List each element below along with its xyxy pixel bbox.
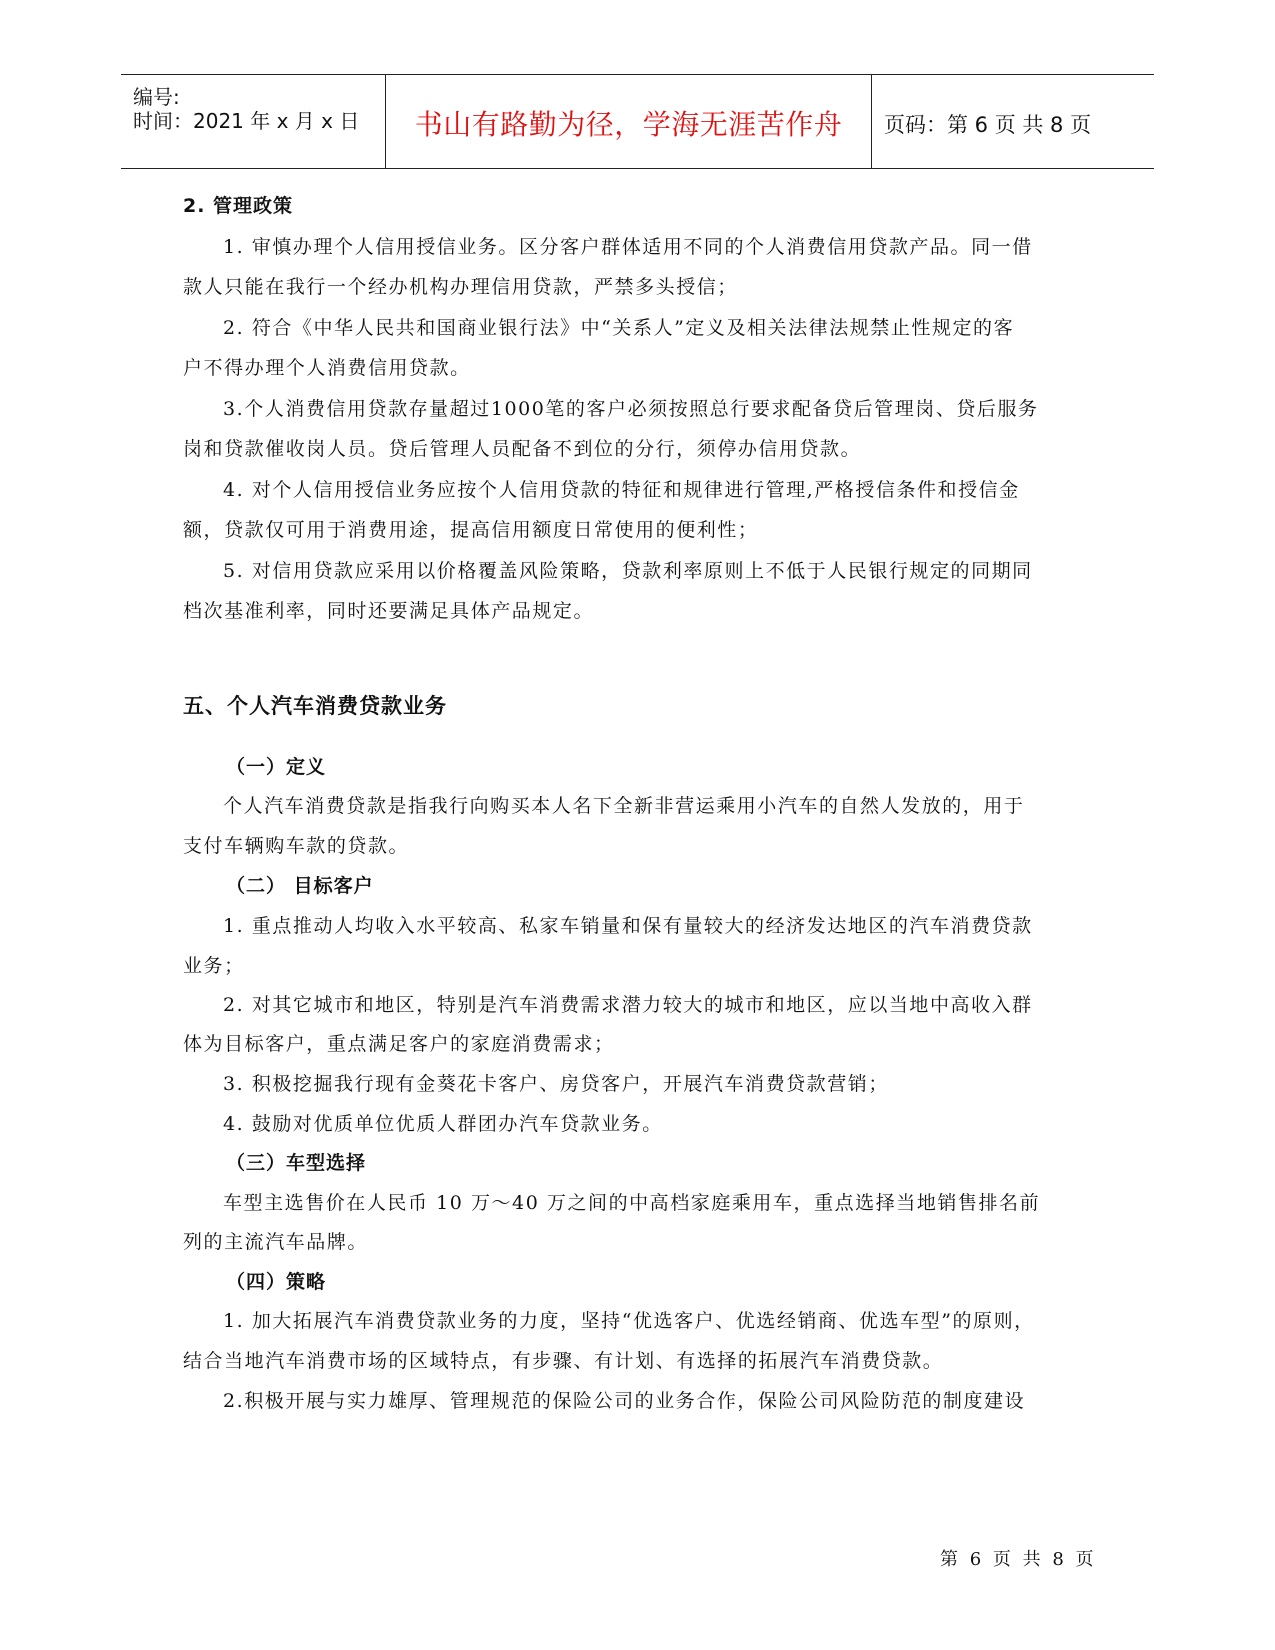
section-heading: 2. 管理政策 <box>183 195 294 217</box>
subsection-heading: （二） 目标客户 <box>226 875 374 897</box>
paragraph-line: 款人只能在我行一个经办机构办理信用贷款，严禁多头授信； <box>183 276 738 298</box>
paragraph-line: 1. 重点推动人均收入水平较高、私家车销量和保有量较大的经济发达地区的汽车消费贷款 <box>223 915 1033 937</box>
subsection-heading: （三）车型选择 <box>226 1152 367 1174</box>
paragraph-line: 1. 加大拓展汽车消费贷款业务的力度，坚持“优选客户、优选经销商、优选车型”的原则， <box>223 1310 1035 1332</box>
paragraph-line: 结合当地汽车消费市场的区域特点，有步骤、有计划、有选择的拓展汽车消费贷款。 <box>183 1350 944 1372</box>
paragraph-line: 岗和贷款催收岗人员。贷后管理人员配备不到位的分行，须停办信用贷款。 <box>183 438 862 460</box>
chapter-heading: 五、个人汽车消费贷款业务 <box>183 694 447 718</box>
paragraph-line: 支付车辆购车款的贷款。 <box>183 835 410 857</box>
paragraph-line: 5. 对信用贷款应采用以价格覆盖风险策略，贷款利率原则上不低于人民银行规定的同期同 <box>223 560 1033 582</box>
header-page-cell <box>872 75 1154 168</box>
page-footer-number: 第 6 页 共 8 页 <box>940 1549 1097 1570</box>
header-motto: 书山有路勤为径，学海无涯苦作舟 <box>414 108 843 141</box>
paragraph-line: 列的主流汽车品牌。 <box>183 1231 368 1253</box>
paragraph-line: 户不得办理个人消费信用贷款。 <box>183 357 471 379</box>
paragraph-line: 个人汽车消费贷款是指我行向购买本人名下全新非营运乘用小汽车的自然人发放的，用于 <box>223 795 1025 817</box>
paragraph-line: 2.积极开展与实力雄厚、管理规范的保险公司的业务合作，保险公司风险防范的制度建设 <box>223 1390 1026 1412</box>
paragraph-line: 车型主选售价在人民币 10 万～40 万之间的中高档家庭乘用车，重点选择当地销售排名前 <box>223 1192 1041 1214</box>
paragraph-line: 4. 鼓励对优质单位优质人群团办汽车贷款业务。 <box>223 1113 663 1135</box>
paragraph-line: 体为目标客户，重点满足客户的家庭消费需求； <box>183 1033 615 1055</box>
paragraph-line: 业务； <box>183 955 245 977</box>
header-page-number: 页码：第 6 页 共 8 页 <box>884 113 1092 137</box>
paragraph-line: 3.个人消费信用贷款存量超过1000笔的客户必须按照总行要求配备贷后管理岗、贷后服务 <box>223 398 1039 420</box>
paragraph-line: 2. 对其它城市和地区，特别是汽车消费需求潜力较大的城市和地区，应以当地中高收入群 <box>223 994 1033 1016</box>
paragraph-line: 2. 符合《中华人民共和国商业银行法》中“关系人”定义及相关法律法规禁止性规定的客 <box>223 317 1015 339</box>
document-time-label: 时间：2021 年 x 月 x 日 <box>133 109 360 133</box>
paragraph-line: 4. 对个人信用授信业务应按个人信用贷款的特征和规律进行管理,严格授信条件和授信金 <box>223 479 1020 501</box>
paragraph-line: 额，贷款仅可用于消费用途，提高信用额度日常使用的便利性； <box>183 519 759 541</box>
paragraph-line: 3. 积极挖掘我行现有金葵花卡客户、房贷客户，开展汽车消费贷款营销； <box>223 1073 889 1095</box>
subsection-heading: （一）定义 <box>226 756 327 778</box>
header-meta-cell <box>121 75 384 168</box>
paragraph-line: 1. 审慎办理个人信用授信业务。区分客户群体适用不同的个人消费信用贷款产品。同一借 <box>223 236 1033 258</box>
document-number-label: 编号: <box>133 85 180 109</box>
header-motto-cell <box>385 75 872 168</box>
paragraph-line: 档次基准利率，同时还要满足具体产品规定。 <box>183 600 595 622</box>
subsection-heading: （四）策略 <box>226 1271 327 1293</box>
page-header <box>121 74 1154 169</box>
